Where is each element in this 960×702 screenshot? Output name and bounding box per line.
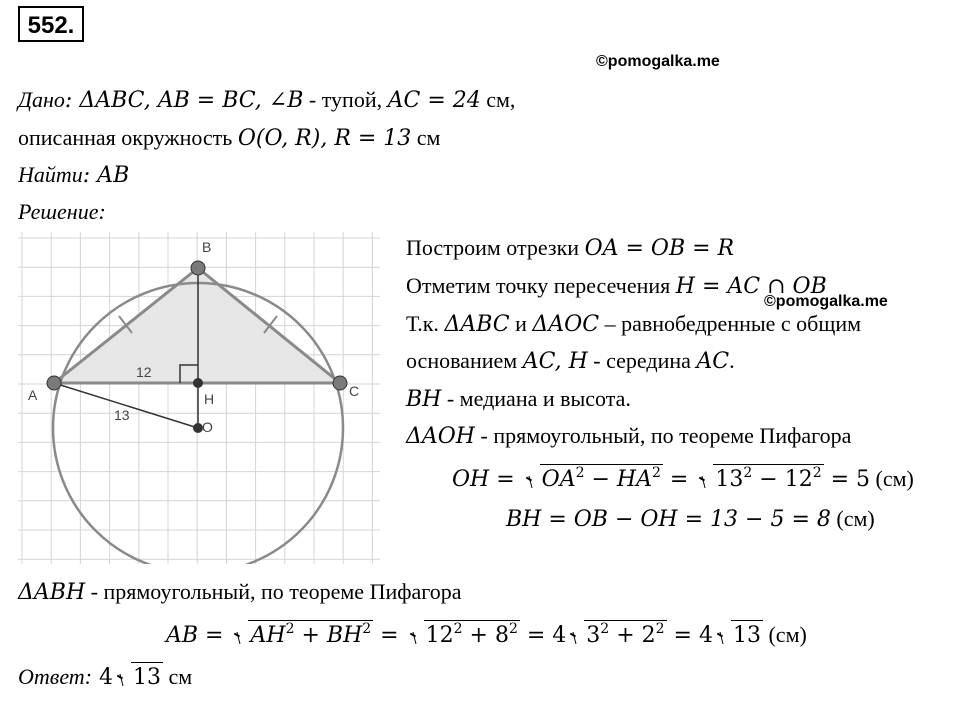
step-3-math-1: ΔABC	[444, 312, 510, 337]
label-o: O	[202, 419, 213, 435]
answer-unit: см	[163, 664, 193, 689]
ab-rad2-mid: + 8	[462, 623, 509, 648]
given-label: Дано	[18, 87, 65, 112]
step-3	[406, 310, 861, 339]
sq-exp: 2	[453, 621, 463, 637]
step-5-math: BH	[406, 387, 442, 412]
abh-math: ΔABH	[18, 580, 86, 605]
given-unit-2: см	[411, 125, 441, 150]
oh-rad1-mid: − HA	[584, 467, 653, 492]
bh-math: BH = OB − OH = 13 − 5 = 8	[506, 507, 831, 532]
step-4-text-1: основанием	[406, 348, 523, 373]
bh-unit: (см)	[830, 506, 875, 531]
ab-rad1-mid: + BH	[294, 623, 363, 648]
sq-exp: 2	[575, 465, 585, 481]
problem-number: 552.	[18, 6, 84, 42]
oh-rad2-mid: − 12	[752, 467, 813, 492]
oh-result: = 5	[823, 467, 871, 492]
solution-label: Решение:	[18, 199, 106, 224]
point-c	[333, 376, 347, 390]
step-4-math-2: AC	[696, 349, 730, 374]
step-4	[406, 347, 735, 376]
answer-rad: 13	[131, 662, 163, 692]
step-6	[406, 422, 851, 451]
point-a	[47, 376, 61, 390]
sq-exp: 2	[812, 465, 822, 481]
answer-coef: 4	[92, 665, 114, 690]
answer-line	[18, 662, 192, 692]
sqrt-sign	[715, 620, 763, 650]
step-5-text: - медиана и высота.	[441, 386, 631, 411]
step-4-text-2: - середина	[587, 348, 697, 373]
sq-exp: 2	[508, 621, 518, 637]
step-4-text-3: .	[729, 348, 735, 373]
formula-oh	[452, 464, 914, 494]
step-1-text: Построим отрезки	[406, 235, 585, 260]
ab-rad4: 13	[731, 620, 763, 650]
step-5	[406, 385, 631, 414]
given-line-1	[18, 86, 515, 115]
sqrt-sign	[232, 620, 373, 650]
label-h: H	[204, 391, 215, 407]
find-label: Найти	[18, 162, 83, 187]
ab-rad1a: AH	[250, 623, 286, 648]
step-2	[406, 272, 827, 301]
ab-rad3-mid: + 2	[609, 623, 656, 648]
label-ao-length: 13	[114, 407, 130, 423]
label-c: C	[349, 383, 360, 399]
oh-eq2: =	[662, 467, 696, 492]
ab-rad3a: 3	[586, 623, 601, 648]
watermark-middle: ©pomogalka.me	[764, 293, 888, 310]
step-3-text-1: Т.к.	[406, 311, 445, 336]
step-3-math-2: ΔAOC	[532, 312, 600, 337]
given-unit-1: см,	[480, 87, 516, 112]
ab-eq5: = 4	[666, 623, 713, 648]
ab-unit: (см)	[762, 622, 807, 647]
point-b	[191, 261, 205, 275]
watermark-top: ©pomogalka.me	[596, 53, 720, 70]
label-b: B	[202, 239, 212, 255]
step-3-text-3: – равнобедренные с общим	[599, 311, 862, 336]
sq-exp: 2	[743, 465, 753, 481]
given-text-1: - тупой,	[303, 87, 388, 112]
oh-rad2a: 13	[715, 467, 744, 492]
sq-exp: 2	[655, 621, 665, 637]
oh-unit: (см)	[870, 466, 914, 491]
given-math-3: O(O, R), R = 13	[237, 126, 412, 151]
step-2-text: Отметим точку пересечения	[406, 273, 676, 298]
geometry-figure	[18, 232, 380, 564]
step-1-math: OA = OB = R	[584, 236, 735, 261]
step-3-text-2: и	[509, 311, 533, 336]
find-value: : AB	[82, 163, 130, 188]
oh-rad1: OA	[541, 467, 576, 492]
ab-eq4: = 4	[519, 623, 567, 648]
step-2-math: H = AC ∩ OB	[675, 274, 827, 299]
sq-exp: 2	[600, 621, 610, 637]
formula-bh	[506, 505, 875, 534]
sqrt-sign	[568, 620, 666, 650]
find-line	[18, 161, 129, 190]
sqrt-sign	[697, 464, 823, 494]
label-a: A	[28, 387, 38, 403]
step-6-text: - прямоугольный, по теореме Пифагора	[475, 423, 852, 448]
given-math-2: AC = 24	[387, 88, 481, 113]
point-h	[193, 378, 203, 388]
given-text-2: описанная окружность	[18, 125, 238, 150]
sqrt-sign	[115, 662, 163, 692]
abh-line	[18, 578, 462, 607]
sqrt-sign	[524, 464, 663, 494]
ab-rad2a: 12	[425, 623, 454, 648]
given-line-2	[18, 124, 440, 153]
sqrt-sign	[408, 620, 520, 650]
step-4-math-1: AC, H	[522, 349, 588, 374]
step-1	[406, 234, 734, 263]
label-ah-length: 12	[136, 364, 152, 380]
given-math-1: : ΔABC, AB = BC, ∠B	[64, 88, 304, 113]
sq-exp: 2	[362, 621, 372, 637]
sq-exp: 2	[285, 621, 295, 637]
formula-ab	[166, 620, 807, 650]
step-6-math: ΔAOH	[406, 424, 475, 449]
answer-label: Ответ:	[18, 664, 93, 689]
abh-text: - прямоугольный, по теореме Пифагора	[85, 579, 462, 604]
ab-eq: =	[373, 623, 406, 648]
ab-lhs: AB =	[166, 623, 231, 648]
sq-exp: 2	[652, 465, 661, 481]
oh-lhs: OH =	[452, 467, 522, 492]
